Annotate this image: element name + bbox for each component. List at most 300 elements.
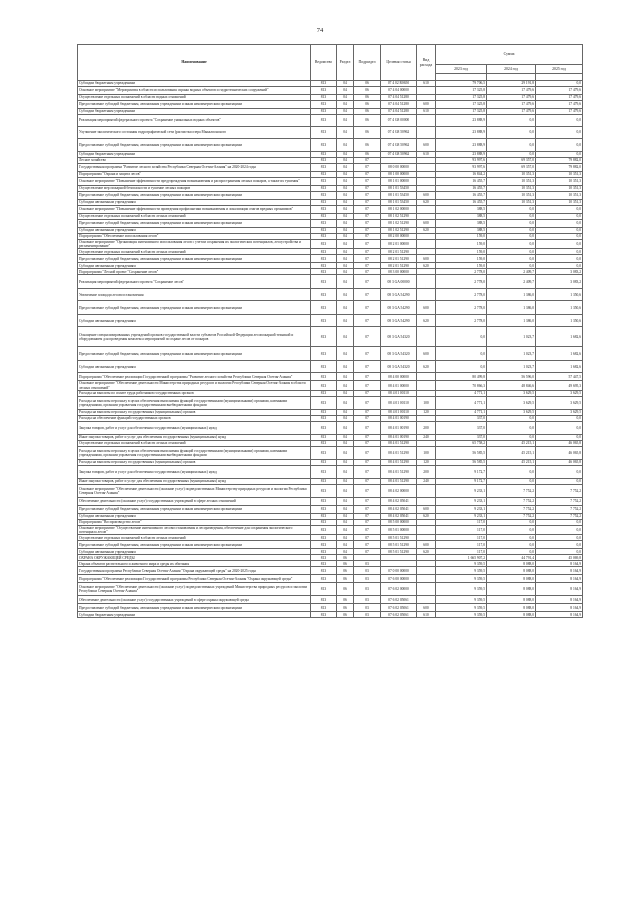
cell-name: Охрана объектов растительного и животного мира и среды их обитания — [78, 561, 311, 567]
cell-vedomstvo: 813 — [311, 421, 337, 434]
cell-vr — [417, 484, 436, 497]
table-row — [78, 315, 583, 327]
cell-2025: 7 752,2 — [536, 484, 583, 497]
cell-name: Субсидии автономным учреждениям — [78, 200, 311, 206]
cell-2024: 0,0 — [487, 220, 536, 228]
cell-2023: 16 455,7 — [436, 200, 487, 206]
cell-name: Осуществление отдельных полномочий в области лесных отношений — [78, 535, 311, 541]
cell-2025: 7 752,2 — [536, 497, 583, 505]
table-row — [78, 139, 583, 152]
cell-razdel: 04 — [337, 465, 354, 478]
cell-2024: 8 088,0 — [487, 583, 536, 596]
table-row — [78, 583, 583, 596]
cell-podrazdel: 06 — [354, 95, 381, 101]
cell-vedomstvo: 813 — [311, 200, 337, 206]
cell-podrazdel: 07 — [354, 465, 381, 478]
cell-2023: 388,5 — [436, 220, 487, 228]
cell-2023: 117,0 — [436, 541, 487, 549]
cell-razdel: 04 — [337, 152, 354, 158]
cell-vr: 610 — [417, 152, 436, 158]
cell-2025: 17 479,6 — [536, 101, 583, 109]
cell-2024: 10 351,3 — [487, 172, 536, 178]
cell-name: Основное мероприятие "Обеспечение деятельности Министерства природных ресурсов и экологии Республики Северная Осетия-Алания в области лесных отношений" — [78, 381, 311, 390]
cell-razdel: 04 — [337, 115, 354, 127]
cell-vedomstvo: 813 — [311, 541, 337, 549]
cell-csr: 08 4 01 51290 — [381, 446, 417, 459]
cell-podrazdel: 07 — [354, 513, 381, 519]
cell-podrazdel: 07 — [354, 505, 381, 513]
cell-2024: 17 479,6 — [487, 109, 536, 115]
cell-podrazdel: 06 — [354, 127, 381, 139]
cell-name: Основное мероприятие "Повышение эффективности проведения профилактики возникновения и локализации очагов вредных организмов" — [78, 206, 311, 214]
cell-2025: 3 083,2 — [536, 275, 583, 289]
cell-razdel: 06 — [337, 612, 354, 618]
cell-podrazdel: 07 — [354, 186, 381, 192]
cell-2023: 159,0 — [436, 234, 487, 240]
cell-csr: 08 1 00 00000 — [381, 172, 417, 178]
cell-razdel: 04 — [337, 415, 354, 421]
cell-vr: 620 — [417, 361, 436, 373]
cell-vr: 620 — [417, 200, 436, 206]
cell-2023: 80 499,8 — [436, 373, 487, 381]
header-razdel: Раздел — [337, 45, 354, 81]
table-row — [78, 192, 583, 200]
cell-csr: 08 1 01 53450 — [381, 192, 417, 200]
cell-name: Предоставление субсидий бюджетным, автономным учреждениям и иным некоммерческим организациям — [78, 139, 311, 152]
cell-vr: 100 — [417, 446, 436, 459]
cell-name: Осуществление отдельных полномочий в области водных отношений — [78, 95, 311, 101]
cell-name: Предоставление субсидий бюджетным, автономным учреждениям и иным некоммерческим организациям — [78, 541, 311, 549]
cell-2023: 16 455,7 — [436, 178, 487, 186]
cell-2024: 45 215,1 — [487, 440, 536, 446]
cell-podrazdel: 07 — [354, 446, 381, 459]
cell-2025: 79 882,0 — [536, 164, 583, 172]
cell-vedomstvo: 813 — [311, 446, 337, 459]
table-row — [78, 101, 583, 109]
cell-name: Реализация мероприятий федерального проекта "Сохранение лесов" — [78, 275, 311, 289]
cell-name: Субсидии бюджетным учреждениям — [78, 81, 311, 87]
cell-razdel: 04 — [337, 484, 354, 497]
cell-csr: 07 4 02 R0650 — [381, 81, 417, 87]
cell-vr: 600 — [417, 301, 436, 315]
cell-2023: 2 778,0 — [436, 289, 487, 301]
cell-vedomstvo: 813 — [311, 172, 337, 178]
cell-vr: 600 — [417, 101, 436, 109]
cell-podrazdel: 06 — [354, 115, 381, 127]
cell-podrazdel: 06 — [354, 139, 381, 152]
table-row — [78, 421, 583, 434]
cell-razdel: 04 — [337, 240, 354, 249]
cell-2025: 1 682,6 — [536, 347, 583, 361]
cell-podrazdel: 07 — [354, 249, 381, 255]
cell-razdel: 04 — [337, 373, 354, 381]
table-row — [78, 505, 583, 513]
cell-2025: 0,0 — [536, 81, 583, 87]
cell-podrazdel: 03 — [354, 567, 381, 575]
cell-podrazdel: 07 — [354, 347, 381, 361]
cell-csr: 08 1 02 00000 — [381, 206, 417, 214]
cell-2025: 0,0 — [536, 549, 583, 555]
cell-2023: 117,0 — [436, 549, 487, 555]
cell-csr: 08 4 01 00190 — [381, 415, 417, 421]
cell-podrazdel: 03 — [354, 612, 381, 618]
cell-name: Субсидии бюджетным учреждениям — [78, 109, 311, 115]
cell-podrazdel: 07 — [354, 396, 381, 409]
cell-podrazdel: 07 — [354, 234, 381, 240]
cell-vedomstvo: 813 — [311, 101, 337, 109]
cell-2024: 3 629,5 — [487, 409, 536, 415]
header-podrazdel: Подраздел — [354, 45, 381, 81]
cell-name: Субсидии бюджетным учреждениям — [78, 152, 311, 158]
cell-razdel: 04 — [337, 289, 354, 301]
cell-2024: 48 846,6 — [487, 381, 536, 390]
cell-2023: 1 665 907,2 — [436, 555, 487, 561]
cell-podrazdel: 07 — [354, 484, 381, 497]
cell-2025: 0,0 — [536, 220, 583, 228]
cell-csr: 07 4 04 51280 — [381, 101, 417, 109]
cell-vedomstvo: 813 — [311, 109, 337, 115]
cell-name: Основное мероприятие "Организация интенсивного использования лесов с учетом сохранения их экологических потенциалов, лесоустройства и регламентирование" — [78, 240, 311, 249]
table-row — [78, 541, 583, 549]
cell-2023: 9 359,5 — [436, 575, 487, 583]
cell-csr: 07 4 G8 50962 — [381, 139, 417, 152]
cell-2025: 8 164,9 — [536, 596, 583, 604]
cell-csr: 08 2 01 51290 — [381, 263, 417, 269]
header-csr: Целевая статья — [381, 45, 417, 81]
cell-2024: 1 386,0 — [487, 289, 536, 301]
cell-2024: 8 088,0 — [487, 612, 536, 618]
cell-2024: 1 023,7 — [487, 361, 536, 373]
cell-name: Подпрограмма "Обеспечение использования лесов" — [78, 234, 311, 240]
cell-vr: 120 — [417, 409, 436, 415]
cell-csr: 08 3 00 00000 — [381, 269, 417, 275]
cell-razdel: 04 — [337, 178, 354, 186]
cell-2024: 1 386,0 — [487, 301, 536, 315]
cell-name: Подпрограмма "Воспроизводство лесов" — [78, 519, 311, 525]
cell-csr: 08 4 01 51290 — [381, 440, 417, 446]
cell-vedomstvo: 813 — [311, 214, 337, 220]
cell-razdel: 04 — [337, 440, 354, 446]
cell-csr: 08 3 GA 54290 — [381, 315, 417, 327]
table-row — [78, 465, 583, 478]
cell-2023: 2 778,0 — [436, 315, 487, 327]
cell-podrazdel: 07 — [354, 440, 381, 446]
cell-2023: 17 325,8 — [436, 109, 487, 115]
cell-vedomstvo: 813 — [311, 583, 337, 596]
cell-vr: 620 — [417, 513, 436, 519]
cell-razdel: 04 — [337, 361, 354, 373]
cell-name: Расходы на выплаты по оплате труда работников государственных органов — [78, 390, 311, 396]
cell-vedomstvo: 813 — [311, 220, 337, 228]
cell-vr: 620 — [417, 263, 436, 269]
cell-vr: 610 — [417, 81, 436, 87]
table-row — [78, 301, 583, 315]
cell-csr: 08 5 01 00000 — [381, 525, 417, 534]
cell-name: Расходы на обеспечение функций государственных органов — [78, 415, 311, 421]
cell-podrazdel: 07 — [354, 263, 381, 269]
cell-2023: 4 771,1 — [436, 409, 487, 415]
cell-2024: 45 215,1 — [487, 446, 536, 459]
cell-name: Государственная программа "Развитие лесного хозяйства Республики Северная Осетия-Алания" на 2020-2024 годы — [78, 164, 311, 172]
cell-podrazdel: 07 — [354, 434, 381, 440]
cell-razdel: 06 — [337, 575, 354, 583]
cell-vr — [417, 275, 436, 289]
cell-vedomstvo: 813 — [311, 440, 337, 446]
cell-name: Увеличение площади лесовосстановления — [78, 289, 311, 301]
cell-2023: 0,0 — [436, 347, 487, 361]
cell-razdel: 04 — [337, 327, 354, 347]
cell-podrazdel: 07 — [354, 228, 381, 234]
cell-2023: 9 359,5 — [436, 596, 487, 604]
cell-2025: 8 164,9 — [536, 575, 583, 583]
cell-2023: 2 778,0 — [436, 269, 487, 275]
cell-podrazdel: 07 — [354, 158, 381, 164]
cell-2023: 23 888,9 — [436, 115, 487, 127]
cell-csr: 08 1 02 51290 — [381, 228, 417, 234]
cell-podrazdel: 07 — [354, 478, 381, 484]
cell-csr: 08 2 01 00000 — [381, 240, 417, 249]
cell-2023: 16 455,7 — [436, 192, 487, 200]
cell-vr: 600 — [417, 220, 436, 228]
cell-vedomstvo: 813 — [311, 255, 337, 263]
cell-2024: 0,0 — [487, 115, 536, 127]
cell-podrazdel: 07 — [354, 525, 381, 534]
cell-2024: 0,0 — [487, 249, 536, 255]
cell-podrazdel: 07 — [354, 421, 381, 434]
cell-2025: 0,0 — [536, 255, 583, 263]
cell-2024: 10 351,3 — [487, 200, 536, 206]
cell-2023: 16 455,7 — [436, 186, 487, 192]
cell-podrazdel: 07 — [354, 381, 381, 390]
cell-2023: 159,0 — [436, 240, 487, 249]
cell-2025: 0,0 — [536, 152, 583, 158]
cell-vedomstvo: 813 — [311, 289, 337, 301]
cell-vedomstvo: 813 — [311, 240, 337, 249]
cell-podrazdel: 06 — [354, 87, 381, 95]
cell-2024: 45 215,1 — [487, 459, 536, 465]
cell-razdel: 04 — [337, 390, 354, 396]
cell-2023: 117,0 — [436, 535, 487, 541]
cell-name: Подпрограмма "Обеспечение реализации Государственной программы Республики Северная Осетия-Алания "Охрана окружающей среды" — [78, 575, 311, 583]
table-row — [78, 87, 583, 95]
cell-csr: 07 6 00 00000 — [381, 575, 417, 583]
cell-name: Субсидии автономным учреждениям — [78, 513, 311, 519]
cell-2023: 17 325,8 — [436, 101, 487, 109]
cell-2025: 0,0 — [536, 434, 583, 440]
cell-2023: 56 585,5 — [436, 459, 487, 465]
cell-2025: 46 065,8 — [536, 446, 583, 459]
cell-podrazdel: 07 — [354, 289, 381, 301]
cell-2025: 10 351,3 — [536, 192, 583, 200]
cell-podrazdel: 03 — [354, 583, 381, 596]
cell-csr: 08 4 01 51290 — [381, 478, 417, 484]
cell-vedomstvo: 813 — [311, 301, 337, 315]
table-row — [78, 396, 583, 409]
cell-vedomstvo: 813 — [311, 390, 337, 396]
table-row — [78, 612, 583, 618]
cell-2023: 23 888,9 — [436, 127, 487, 139]
cell-vedomstvo: 813 — [311, 465, 337, 478]
cell-vr: 600 — [417, 347, 436, 361]
cell-podrazdel: 07 — [354, 178, 381, 186]
cell-2025: 0,0 — [536, 214, 583, 220]
cell-vedomstvo: 813 — [311, 127, 337, 139]
cell-csr: 07 6 02 05061 — [381, 604, 417, 612]
cell-2023: 159,0 — [436, 263, 487, 269]
cell-vedomstvo: 813 — [311, 497, 337, 505]
cell-name: Предоставление субсидий бюджетным, автономным учреждениям и иным некоммерческим организациям — [78, 101, 311, 109]
cell-podrazdel: 07 — [354, 164, 381, 172]
cell-2025: 10 351,3 — [536, 178, 583, 186]
cell-csr: 08 5 01 51290 — [381, 549, 417, 555]
cell-vedomstvo: 813 — [311, 459, 337, 465]
table-row — [78, 361, 583, 373]
cell-vedomstvo: 813 — [311, 409, 337, 415]
table-row — [78, 347, 583, 361]
cell-2024: 0,0 — [487, 263, 536, 269]
cell-razdel: 06 — [337, 604, 354, 612]
cell-2024: 69 357,0 — [487, 164, 536, 172]
cell-2023: 0,0 — [436, 327, 487, 347]
cell-name: Иные закупки товаров, работ и услуг для обеспечения государственных (муниципальных) нужд — [78, 478, 311, 484]
cell-csr: 07 6 02 00000 — [381, 583, 417, 596]
cell-csr: 08 4 01 51290 — [381, 459, 417, 465]
cell-vr: 200 — [417, 421, 436, 434]
cell-csr: 08 4 02 05041 — [381, 513, 417, 519]
cell-2025: 0,0 — [536, 206, 583, 214]
cell-razdel: 04 — [337, 434, 354, 440]
cell-podrazdel: 07 — [354, 497, 381, 505]
header-vedomstvo: Ведомство — [311, 45, 337, 81]
table-row — [78, 327, 583, 347]
table-row — [78, 525, 583, 534]
cell-razdel: 04 — [337, 127, 354, 139]
cell-2024: 8 088,0 — [487, 575, 536, 583]
cell-2024: 0,0 — [487, 152, 536, 158]
cell-podrazdel: 07 — [354, 327, 381, 347]
cell-name: Закупка товаров, работ и услуг для обеспечения государственных (муниципальных) нужд — [78, 465, 311, 478]
cell-vedomstvo: 813 — [311, 434, 337, 440]
cell-podrazdel: 07 — [354, 373, 381, 381]
table-row — [78, 484, 583, 497]
cell-name: Расходы на выплаты персоналу в целях обеспечения выполнения функций государственными (муниципальными) органами, казенными учреждениями, органами управления государственными внебюджетными фондами — [78, 446, 311, 459]
cell-vr — [417, 525, 436, 534]
cell-2024: 0,0 — [487, 465, 536, 478]
table-row — [78, 206, 583, 214]
cell-vedomstvo: 813 — [311, 192, 337, 200]
cell-csr: 08 4 01 00190 — [381, 421, 417, 434]
cell-razdel: 04 — [337, 249, 354, 255]
cell-csr: 08 3 GA 54290 — [381, 301, 417, 315]
cell-name: Субсидии автономным учреждениям — [78, 549, 311, 555]
cell-vedomstvo: 813 — [311, 561, 337, 567]
cell-vedomstvo: 813 — [311, 275, 337, 289]
cell-2024: 0,0 — [487, 255, 536, 263]
cell-vr: 100 — [417, 396, 436, 409]
cell-vedomstvo: 813 — [311, 373, 337, 381]
cell-csr: 08 2 01 51290 — [381, 255, 417, 263]
cell-razdel: 06 — [337, 561, 354, 567]
cell-2025: 45 069,8 — [536, 555, 583, 561]
cell-csr: 07 4 04 51280 — [381, 109, 417, 115]
cell-razdel: 04 — [337, 541, 354, 549]
cell-2023: 70 866,3 — [436, 381, 487, 390]
cell-2024: 0,0 — [487, 421, 536, 434]
header-summa: Сумма — [436, 45, 583, 65]
cell-2023: 93 997,6 — [436, 164, 487, 172]
cell-2024: 2 409,7 — [487, 269, 536, 275]
cell-razdel: 04 — [337, 275, 354, 289]
cell-csr: 08 4 01 00110 — [381, 396, 417, 409]
cell-razdel: 04 — [337, 459, 354, 465]
cell-razdel: 04 — [337, 381, 354, 390]
cell-vr: 610 — [417, 612, 436, 618]
cell-podrazdel: 07 — [354, 275, 381, 289]
cell-2024: 0,0 — [487, 434, 536, 440]
cell-vedomstvo: 813 — [311, 152, 337, 158]
cell-csr: 08 5 01 51290 — [381, 541, 417, 549]
cell-vr — [417, 87, 436, 95]
cell-csr: 08 0 00 00000 — [381, 164, 417, 172]
cell-razdel: 04 — [337, 87, 354, 95]
cell-name: Оснащение специализированных учреждений органов государственной власти субъектов Российской Федерации лесопожарной техникой и оборудованием для проведения комплекса мероприятий по охране лесов от пожаров — [78, 327, 311, 347]
cell-vr — [417, 240, 436, 249]
cell-2024: 0,0 — [487, 214, 536, 220]
cell-podrazdel: 03 — [354, 596, 381, 604]
cell-2025: 10 351,3 — [536, 172, 583, 178]
cell-2025: 1 682,6 — [536, 361, 583, 373]
cell-vedomstvo: 813 — [311, 478, 337, 484]
cell-2024: 8 088,0 — [487, 596, 536, 604]
cell-vr: 600 — [417, 192, 436, 200]
cell-vedomstvo: 813 — [311, 604, 337, 612]
cell-2023: 17 325,8 — [436, 87, 487, 95]
cell-razdel: 04 — [337, 396, 354, 409]
cell-2025: 0,0 — [536, 465, 583, 478]
cell-podrazdel: 07 — [354, 269, 381, 275]
cell-podrazdel: 07 — [354, 200, 381, 206]
cell-podrazdel: 07 — [354, 459, 381, 465]
cell-razdel: 04 — [337, 214, 354, 220]
header-2024: 2024 год — [487, 65, 536, 74]
cell-name: Расходы на выплаты персоналу государственных (муниципальных) органов — [78, 459, 311, 465]
cell-2024: 0,0 — [487, 206, 536, 214]
cell-2025: 49 695,3 — [536, 381, 583, 390]
cell-2023: 159,0 — [436, 255, 487, 263]
cell-2024: 0,0 — [487, 228, 536, 234]
cell-vedomstvo: 813 — [311, 396, 337, 409]
cell-2024: 1 023,7 — [487, 347, 536, 361]
cell-2025: 7 752,2 — [536, 513, 583, 519]
cell-vedomstvo: 813 — [311, 269, 337, 275]
cell-2025: 10 351,3 — [536, 186, 583, 192]
table-row — [78, 567, 583, 575]
cell-vedomstvo: 813 — [311, 361, 337, 373]
cell-2025: 0,0 — [536, 478, 583, 484]
cell-csr: 08 2 00 00000 — [381, 234, 417, 240]
cell-2024: 0,0 — [487, 549, 536, 555]
cell-csr: 08 4 01 51290 — [381, 465, 417, 478]
cell-vedomstvo: 813 — [311, 228, 337, 234]
cell-2023: 9 359,5 — [436, 604, 487, 612]
table-row — [78, 164, 583, 172]
cell-2024: 56 596,0 — [487, 373, 536, 381]
cell-vedomstvo: 813 — [311, 234, 337, 240]
cell-csr: 08 4 01 00190 — [381, 434, 417, 440]
cell-2023: 4 771,1 — [436, 396, 487, 409]
header-2023: 2023 год — [436, 65, 487, 74]
cell-name: Подпрограмма "Охрана и защита лесов" — [78, 172, 311, 178]
